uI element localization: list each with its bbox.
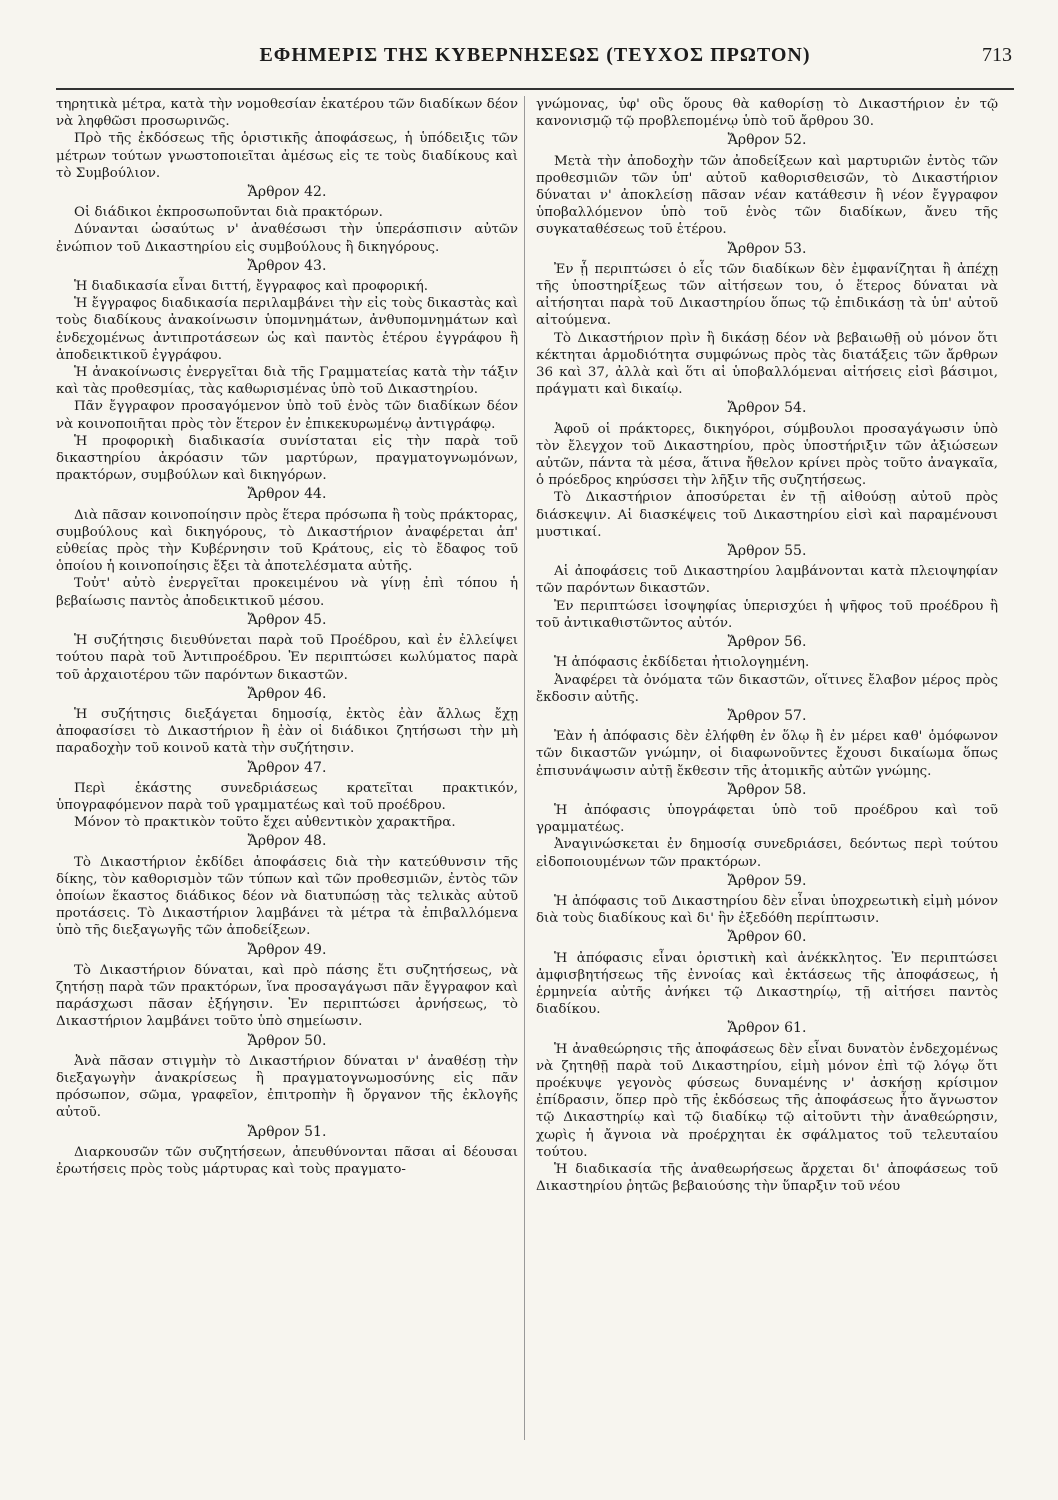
paragraph: Ἡ διαδικασία εἶναι διττή, ἔγγραφος καὶ προφορική. <box>74 279 429 295</box>
article-heading: Ἄρθρον 57. <box>727 707 807 724</box>
paragraph: Ἡ προφορικὴ διαδικασία συνίσταται εἰς τὴν παρὰ τοῦ δικαστηρίου ἀκρόασιν τῶν μαρτύρων, πραγματογνωμόνων, πρακτόρων, συμβούλων καὶ δικηγόρων. <box>56 433 518 484</box>
paragraph: Τὸ Δικαστήριον δύναται, καὶ πρὸ πάσης ἔτι συζητήσεως, νὰ ζητήσῃ παρὰ τῶν πρακτόρων, ἵνα προσαγάγωσι πᾶν ἔγγραφον καὶ παράσχωσι πᾶσαν ἐξήγησιν. Ἐν περιπτώσει ἀρνήσεως, τὸ Δικαστήριον λαμβάνει τοῦτο ὑπὸ σημείωσιν. <box>56 962 518 1030</box>
paragraph: Τὸ Δικαστήριον ἐκδίδει ἀποφάσεις διὰ τὴν κατεύθυνσιν τῆς δίκης, τὸν καθορισμὸν τῶν τύπων καὶ τῶν προθεσμιῶν, ἐντὸς τῶν ὁποίων ἕκαστος διάδικος δέον νὰ διατυπώσῃ τὰς τελικὰς αὐτοῦ προτάσεις. Τὸ Δικαστήριον λαμβάνει τὰ μέτρα τὰ ἐπιβαλλόμενα ὑπὸ τῆς διεξαγωγῆς τῶν ἀποδείξεων. <box>56 854 518 939</box>
page-header <box>56 44 1014 84</box>
paragraph: Οἱ διάδικοι ἐκπροσωποῦνται διὰ πρακτόρων. <box>74 205 383 221</box>
article-heading: Ἄρθρον 46. <box>247 685 327 702</box>
article-heading: Ἄρθρον 47. <box>247 759 327 776</box>
article-heading: Ἄρθρον 56. <box>727 634 807 651</box>
paragraph: Τὸ Δικαστήριον ἀποσύρεται ἐν τῇ αἰθούσῃ αὐτοῦ πρὸς διάσκεψιν. Αἱ διασκέψεις τοῦ Δικαστηρίου εἰσὶ καὶ παραμένουσι μυστικαί. <box>536 490 998 540</box>
paragraph: Μετὰ τὴν ἀποδοχὴν τῶν ἀποδείξεων καὶ μαρτυριῶν ἐντὸς τῶν προθεσμιῶν τῶν ὑπ' αὐτοῦ καθορισθεισῶν, τὸ Δικαστήριον δύναται ν' ἀποκλείσῃ πᾶσαν νέαν κατάθεσιν ἢ νέον ἔγγραφον ὑποβαλλόμενον ὑπὸ τοῦ ἑνὸς τῶν διαδίκων, ἄνευ τῆς συγκαταθέσεως τοῦ ἑτέρου. <box>536 153 998 238</box>
article-heading: Ἄρθρον 61. <box>727 1020 807 1037</box>
paragraph: Τοὐτ' αὐτὸ ἐνεργεῖται προκειμένου νὰ γίνῃ ἐπὶ τόπου ἡ βεβαίωσις παντὸς ἀποδεικτικοῦ μέσου. <box>56 576 518 609</box>
paragraph: Ἐν περιπτώσει ἰσοψηφίας ὑπερισχύει ἡ ψῆφος τοῦ προέδρου ἢ τοῦ ἀντικαθιστῶντος αὐτόν. <box>536 598 998 631</box>
article-heading: Ἄρθρον 58. <box>727 781 807 798</box>
article-heading: Ἄρθρον 43. <box>247 257 327 274</box>
paragraph: Μόνον τὸ πρακτικὸν τοῦτο ἔχει αὐθεντικὸν χαρακτῆρα. <box>74 815 456 831</box>
paragraph: Ἡ ἀνακοίνωσις ἐνεργεῖται διὰ τῆς Γραμματείας κατὰ τὴν τάξιν καὶ τὰς προθεσμίας, τὰς καθωρισμένας ὑπὸ τοῦ Δικαστηρίου. <box>56 365 518 398</box>
paragraph: Ἀφοῦ οἱ πράκτορες, δικηγόροι, σύμβουλοι προσαγάγωσιν ὑπὸ τὸν ἔλεγχον τοῦ Δικαστηρίου, πρὸς ὑποστήριξιν τῶν ἀξιώσεων αὐτῶν, πάντα τὰ μέσα, ἅτινα ἤθελον κρίνει πρὸς τοῦτο ἀναγκαῖα, ὁ πρόεδρος κηρύσσει τὴν λῆξιν τῆς συζητήσεως. <box>536 421 998 489</box>
article-heading: Ἄρθρον 59. <box>727 872 807 889</box>
right-column <box>536 96 998 1195</box>
article-heading: Ἄρθρον 60. <box>727 929 807 946</box>
article-heading: Ἄρθρον 53. <box>727 240 807 257</box>
paragraph: Αἱ ἀποφάσεις τοῦ Δικαστηρίου λαμβάνονται κατὰ πλειοψηφίαν τῶν παρόντων δικαστῶν. <box>536 564 998 597</box>
paragraph: Δύνανται ὡσαύτως ν' ἀναθέσωσι τὴν ὑπεράσπισιν αὐτῶν ἐνώπιον τοῦ Δικαστηρίου εἰς συμβούλους ἢ δικηγόρους. <box>56 222 518 255</box>
paragraph: Τὸ Δικαστήριον πρὶν ἢ δικάσῃ δέον νὰ βεβαιωθῇ οὐ μόνον ὅτι κέκτηται ἁρμοδιότητα συμφώνως πρὸς τὰς διατάξεις τῶν ἄρθρων 36 καὶ 37, ἀλλὰ καὶ ὅτι αἱ ὑποβαλλόμεναι αἰτήσεις εἰσὶ βάσιμοι, πράγματι καὶ δικαίῳ. <box>536 330 998 398</box>
paragraph: Ἐὰν ἡ ἀπόφασις δὲν ἐλήφθη ἐν ὅλῳ ἢ ἐν μέρει καθ' ὁμόφωνον τῶν δικαστῶν γνώμην, οἱ διαφωνοῦντες ἔχουσι δικαίωμα ὅπως ἐπισυνάψωσιν αὐτῇ ἔκθεσιν τῆς ἀτομικῆς αὐτῶν γνώμης. <box>536 729 998 779</box>
paragraph: Διαρκουσῶν τῶν συζητήσεων, ἀπευθύνονται πᾶσαι αἱ δέουσαι ἐρωτήσεις πρὸς τοὺς μάρτυρας καὶ τοὺς πραγματο- <box>56 1144 518 1177</box>
article-heading: Ἄρθρον 52. <box>727 132 807 149</box>
article-heading: Ἄρθρον 55. <box>727 543 807 560</box>
header-rule <box>56 88 1014 90</box>
paragraph: Ἡ ἀπόφασις ὑπογράφεται ὑπὸ τοῦ προέδρου καὶ τοῦ γραμματέως. <box>536 802 998 836</box>
paragraph: Ἡ ἀπόφασις τοῦ Δικαστηρίου δὲν εἶναι ὑποχρεωτικὴ εἰμὴ μόνον διὰ τοὺς διαδίκους καὶ δι' ἣν ἐξεδόθη περίπτωσιν. <box>536 893 998 927</box>
page-number: 713 <box>982 44 1012 66</box>
paragraph: Ἡ ἀπόφασις εἶναι ὁριστικὴ καὶ ἀνέκκλητος. Ἐν περιπτώσει ἀμφισβητήσεως τῆς ἐννοίας καὶ ἐκτάσεως τῆς ἀποφάσεως, ἡ ἑρμηνεία αὐτῆς ἀνήκει τῷ Δικαστηρίῳ, τῇ αἰτήσει παντὸς διαδίκου. <box>536 950 998 1018</box>
article-heading: Ἄρθρον 54. <box>727 400 807 417</box>
paragraph: Πᾶν ἔγγραφον προσαγόμενον ὑπὸ τοῦ ἑνὸς τῶν διαδίκων δέον νὰ κοινοποιῆται πρὸς τὸν ἕτερον ἐν ἐπικεκυρωμένῳ ἀντιγράφῳ. <box>56 399 518 432</box>
article-heading: Ἄρθρον 49. <box>247 941 327 958</box>
left-column <box>56 96 518 1178</box>
gazette-title: ΕΦΗΜΕΡΙΣ ΤΗΣ ΚΥΒΕΡΝΗΣΕΩΣ (ΤΕΥΧΟΣ ΠΡΩΤΟΝ) <box>259 44 811 66</box>
paragraph: Ἀναγινώσκεται ἐν δημοσίᾳ συνεδριάσει, δεόντως περὶ τούτου εἰδοποιουμένων τῶν πρακτόρων. <box>536 837 998 870</box>
paragraph: Ἡ διαδικασία τῆς ἀναθεωρήσεως ἄρχεται δι' ἀποφάσεως τοῦ Δικαστηρίου ῥητῶς βεβαιούσης τὴν ὕπαρξιν τοῦ νέου <box>536 1161 998 1195</box>
article-heading: Ἄρθρον 45. <box>247 611 327 628</box>
paragraph: Ἀναφέρει τὰ ὀνόματα τῶν δικαστῶν, οἵτινες ἔλαβον μέρος πρὸς ἔκδοσιν αὐτῆς. <box>536 672 998 705</box>
paragraph: Περὶ ἑκάστης συνεδριάσεως κρατεῖται πρακτικόν, ὑπογραφόμενον παρὰ τοῦ γραμματέως καὶ τοῦ προέδρου. <box>56 780 518 813</box>
paragraph: γνώμονας, ὑφ' οὓς ὅρους θὰ καθορίσῃ τὸ Δικαστήριον ἐν τῷ κανονισμῷ τῷ προβλεπομένῳ ὑπὸ τοῦ ἄρθρου 30. <box>536 97 998 130</box>
paragraph: Ἡ ἀναθεώρησις τῆς ἀποφάσεως δὲν εἶναι δυνατὸν ἐνδεχομένως νὰ ζητηθῇ παρὰ τοῦ Δικαστηρίου, εἰμὴ μόνον ἐπὶ τῷ λόγῳ ὅτι προέκυψε γεγονὸς φύσεως δυναμένης ν' ἀσκήσῃ κρίσιμον ἐπίδρασιν, ὅπερ πρὸ τῆς ἐκδόσεως τῆς ἀποφάσεως ἦτο ἄγνωστον τῷ Δικαστηρίῳ καὶ τῷ διαδίκῳ τῷ αἰτοῦντι τὴν ἀναθεώρησιν, χωρὶς ἡ ἄγνοια νὰ προέρχηται ἐκ σφάλματος τοῦ τελευταίου τούτου. <box>536 1041 998 1160</box>
paragraph: Ἐν ᾗ περιπτώσει ὁ εἷς τῶν διαδίκων δὲν ἐμφανίζηται ἢ ἀπέχῃ τῆς ὑποστηρίξεως τῶν αἰτήσεων του, ὁ ἕτερος δύναται νὰ αἰτήσηται παρὰ τοῦ Δικαστηρίου ὅπως τῷ ἐπιδικάσῃ τὰ ὑπ' αὐτοῦ αἰτούμενα. <box>536 261 998 329</box>
paragraph: Διὰ πᾶσαν κοινοποίησιν πρὸς ἕτερα πρόσωπα ἢ τοὺς πράκτορας, συμβούλους καὶ δικηγόρους, τὸ Δικαστήριον ἀναφέρεται ἀπ' εὐθείας πρὸς τὴν Κυβέρνησιν τοῦ Κράτους, εἰς τὸ ἔδαφος τοῦ ὁποίου ἡ κοινοποίησις ἔξει τὰ ἀποτελέσματα αὐτῆς. <box>56 507 518 575</box>
paragraph: Ἡ συζήτησις διευθύνεται παρὰ τοῦ Προέδρου, καὶ ἐν ἐλλείψει τούτου παρὰ τοῦ Ἀντιπροέδρου. Ἐν περιπτώσει κωλύματος παρὰ τοῦ ἀρχαιοτέρου τῶν παρόντων δικαστῶν. <box>56 633 518 683</box>
article-heading: Ἄρθρον 44. <box>247 486 327 503</box>
paragraph: Ἀνὰ πᾶσαν στιγμὴν τὸ Δικαστήριον δύναται ν' ἀναθέσῃ τὴν διεξαγωγὴν ἀνακρίσεως ἢ πραγματογνωμοσύνης εἰς πᾶν πρόσωπον, σῶμα, γραφεῖον, ἐπιτροπὴν ἢ ὄργανον τῆς ἐκλογῆς αὐτοῦ. <box>56 1053 518 1121</box>
paragraph: τηρητικὰ μέτρα, κατὰ τὴν νομοθεσίαν ἑκατέρου τῶν διαδίκων δέον νὰ ληφθῶσι προσωρινῶς. <box>56 97 518 130</box>
article-heading: Ἄρθρον 50. <box>247 1032 327 1049</box>
paragraph: Ἡ συζήτησις διεξάγεται δημοσίᾳ, ἐκτὸς ἐὰν ἄλλως ἔχῃ ἀποφασίσει τὸ Δικαστήριον ἢ ἐὰν οἱ διάδικοι ζητήσωσι τὴν μὴ παραδοχὴν τοῦ κοινοῦ κατὰ τὴν συζήτησιν. <box>56 706 518 757</box>
article-heading: Ἄρθρον 51. <box>247 1123 327 1140</box>
paragraph: Ἡ ἔγγραφος διαδικασία περιλαμβάνει τὴν εἰς τοὺς δικαστὰς καὶ τοὺς διαδίκους ἀνακοίνωσιν ὑπομνημάτων, ἀνθυπομνημάτων καὶ ἐνδεχομένως ἀντιπροτάσεων ὡς καὶ παντὸς ἑτέρου ἐγγράφου ἢ ἀποδεικτικοῦ ἐγγράφου. <box>56 296 518 363</box>
paragraph: Ἡ ἀπόφασις ἐκδίδεται ἠτιολογημένη. <box>554 655 810 671</box>
article-heading: Ἄρθρον 48. <box>247 833 327 850</box>
column-divider <box>524 96 525 1440</box>
paragraph: Πρὸ τῆς ἐκδόσεως τῆς ὁριστικῆς ἀποφάσεως, ἡ ὑπόδειξις τῶν μέτρων τούτων γνωστοποιεῖται ἀμέσως εἰς τε τοὺς διαδίκους καὶ τὸ Συμβούλιον. <box>56 131 518 181</box>
article-heading: Ἄρθρον 42. <box>247 184 327 201</box>
